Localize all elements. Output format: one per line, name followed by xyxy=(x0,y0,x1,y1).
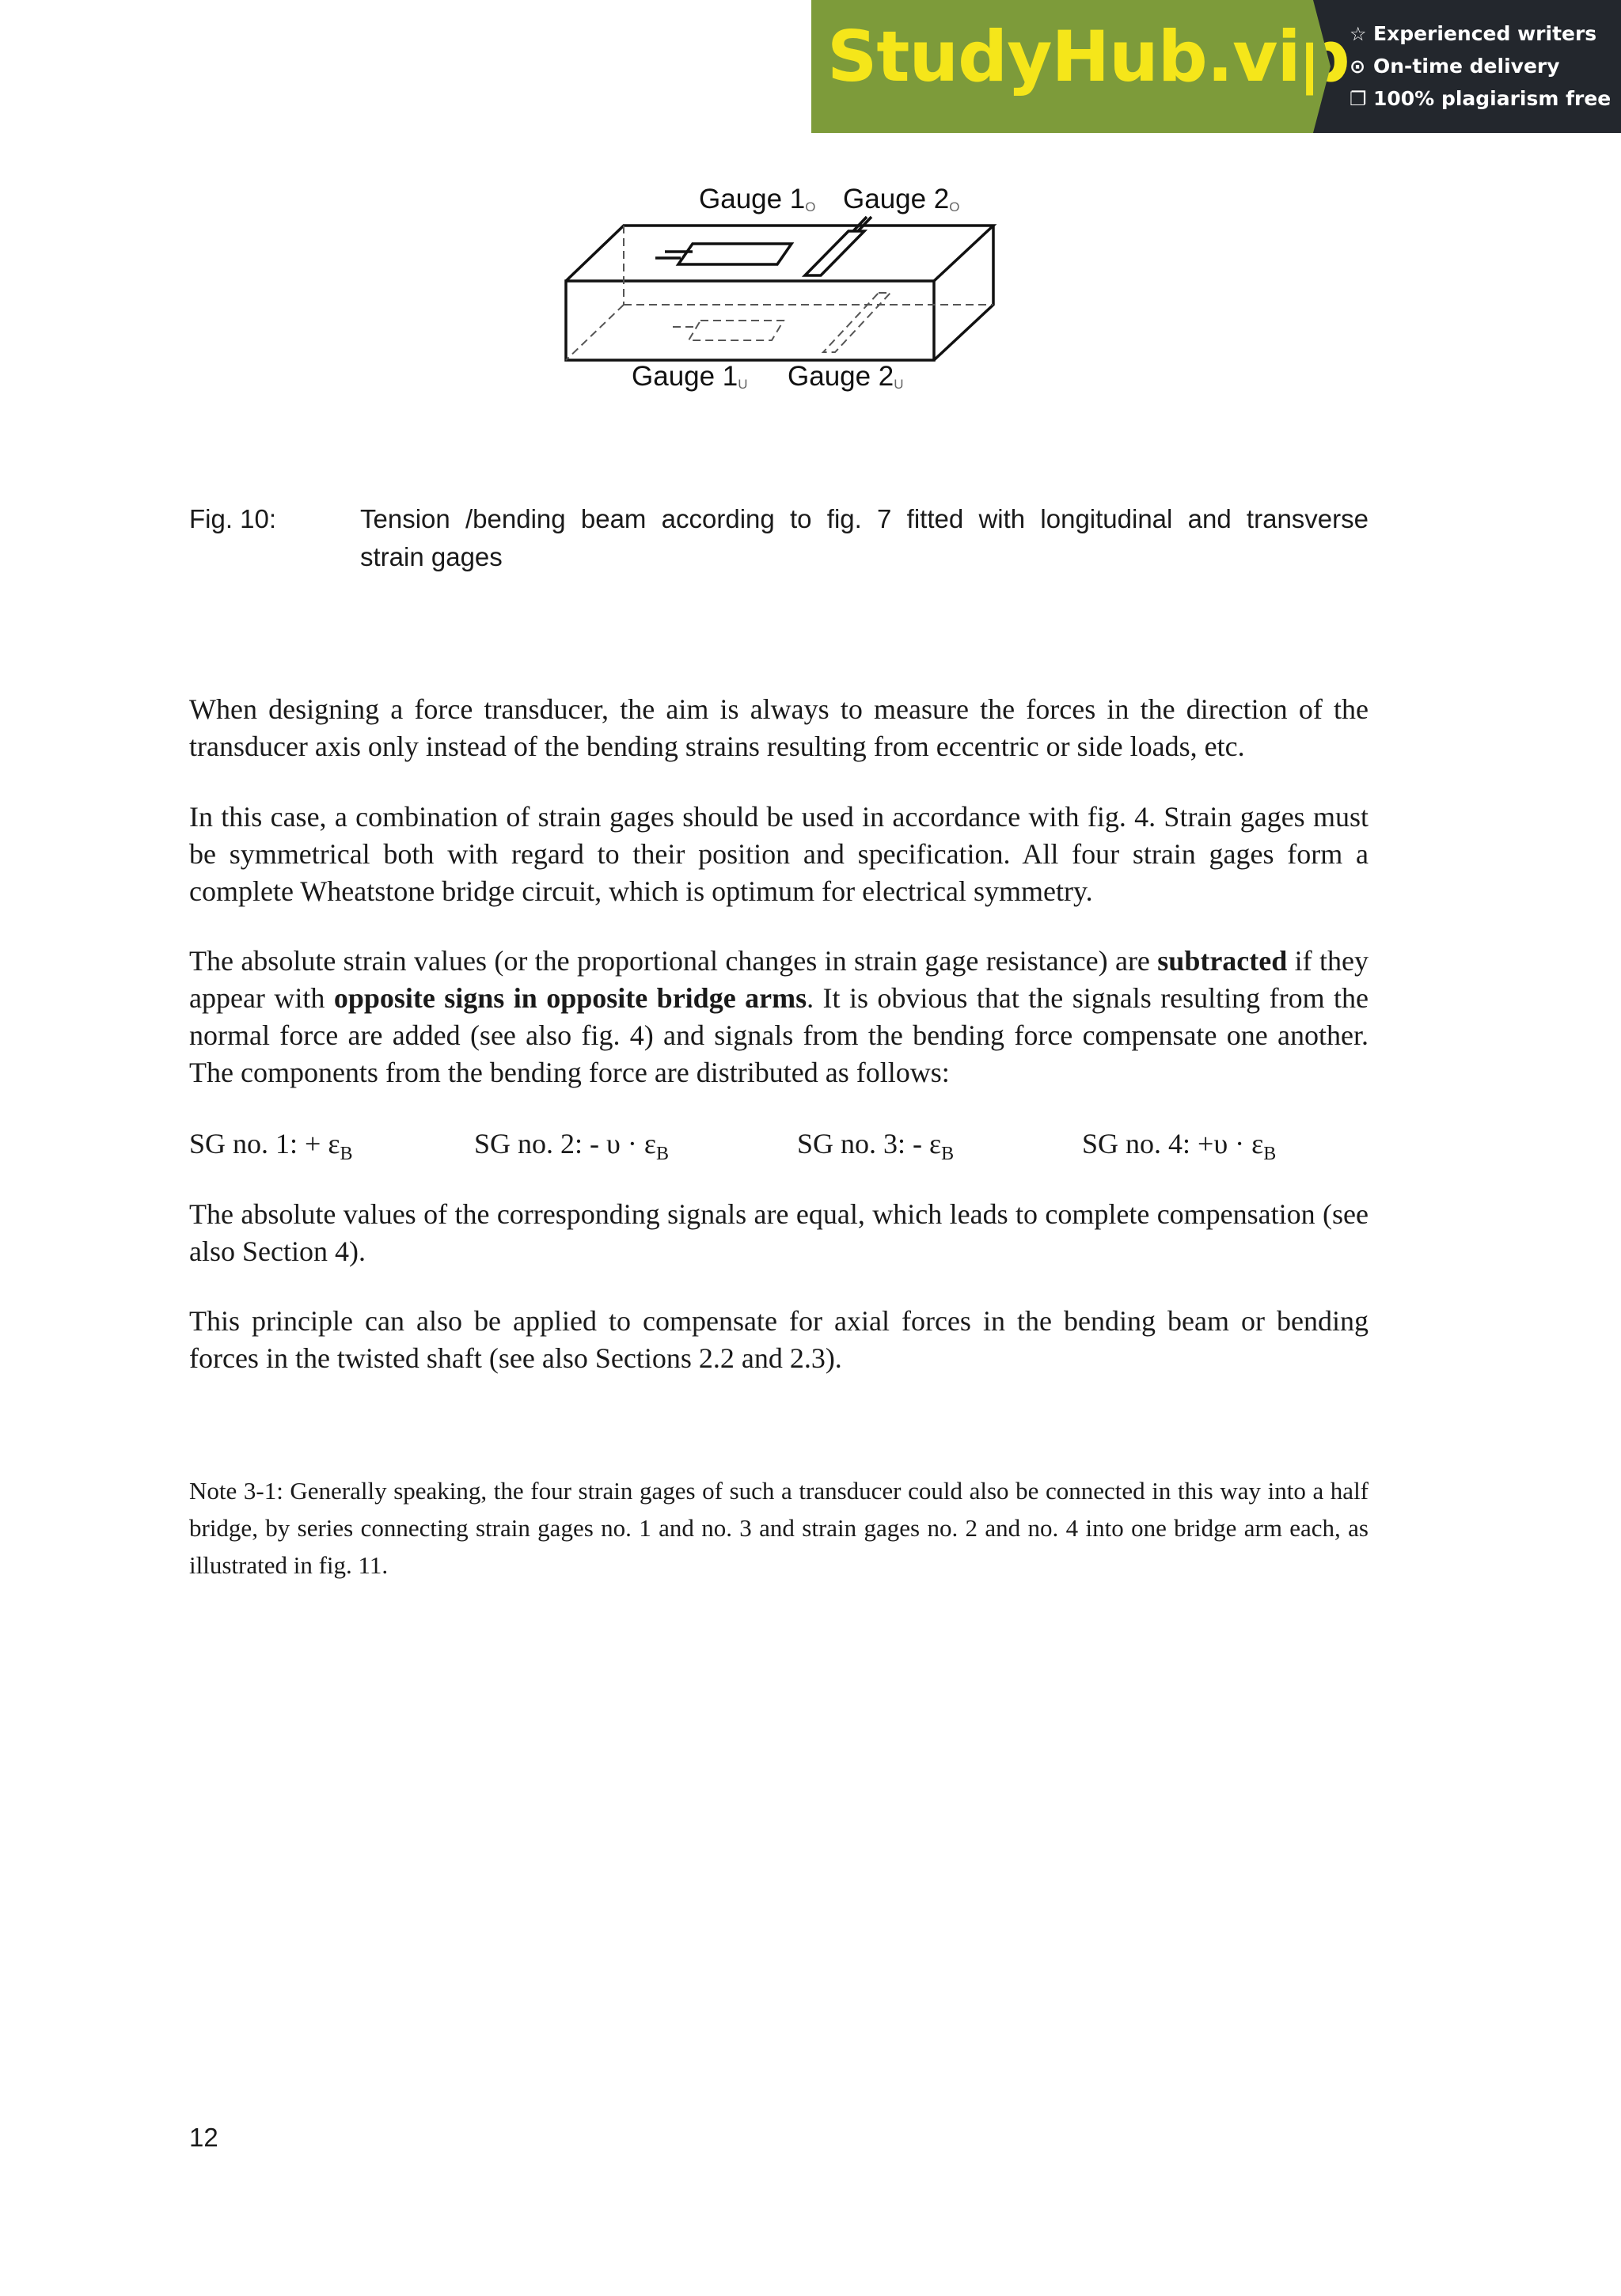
gauge1-bottom-label: Gauge $1_U$ xyxy=(632,361,748,392)
studyhub-logo: StudyHub.vip xyxy=(827,16,1350,97)
beam-diagram xyxy=(554,182,997,404)
caption-number: Fig. 10: xyxy=(189,504,277,533)
feature-label: Experienced writers xyxy=(1373,22,1597,45)
feature-plagiarism-free xyxy=(1350,82,1621,115)
gauge2-bottom-label: Gauge $2_U$ xyxy=(788,361,904,392)
paragraph-2: In this case, a combination of strain gages should be used in accordance with fig. 4. Strain gages must be symmetrical both with regard to their position and specification. All four strain gages form a complete Wheatstone bridge circuit, which is optimum for electrical symmetry. xyxy=(189,801,1369,907)
document-icon: ❐ xyxy=(1350,87,1367,110)
p3-bold-opposite-signs: opposite signs in opposite bridge arms xyxy=(333,982,807,1014)
p3-text-c: . It is obvious that the signals resulting from the normal force are added (see also fig. 4) and signals from the bending force compensate one another. The components from the bending force are distributed as follows: xyxy=(189,982,1369,1088)
paragraph-4: The absolute values of the corresponding signals are equal, which leads to complete compensation (see also Section 4). xyxy=(189,1198,1369,1267)
sg-3: SG no. 3: - $\varepsilon_B$ xyxy=(797,1128,955,1165)
feature-label: 100% plagiarism free xyxy=(1373,87,1612,110)
star-icon: ☆ xyxy=(1350,22,1367,45)
caption-text xyxy=(360,500,1369,576)
note-3-1: Note 3-1: Generally speaking, the four strain gages of such a transducer could also be connected in this way into a half bridge, by series connecting strain gages no. 1 and no. 3 and strain gages no. 2 and no. 4 into one bridge arm each, as illustrated in fig. 11. xyxy=(189,1477,1369,1579)
gauge2-top-label: Gauge $2_O$ xyxy=(843,184,960,214)
beam-figure xyxy=(554,182,997,404)
clock-icon: ⊙ xyxy=(1350,55,1366,78)
p3-text-a: The absolute strain values (or the proportional changes in strain gage resistance) are xyxy=(189,945,1158,977)
feature-experienced-writers xyxy=(1350,17,1621,50)
p3-text-b: if they appear with xyxy=(189,945,1369,1014)
caption-line-2: strain gages xyxy=(360,542,503,571)
sg-1: SG no. 1: + $\varepsilon_B$ xyxy=(189,1128,353,1165)
banner-features xyxy=(1313,0,1621,133)
page-number: 12 xyxy=(189,2123,218,2152)
paragraph-1: When designing a force transducer, the aim is always to measure the forces in the direction of the transducer axis only instead of the bending strains resulting from eccentric or side loads, etc. xyxy=(189,693,1369,762)
studyhub-banner[interactable] xyxy=(811,0,1621,133)
sg-4: SG no. 4: $+\upsilon \cdot \varepsilon_B$ xyxy=(1082,1128,1277,1165)
gauge1-top-label: Gauge $1_O$ xyxy=(699,184,816,214)
feature-label: On-time delivery xyxy=(1373,55,1560,78)
paragraph-3 xyxy=(189,943,1369,1091)
caption-line-1: Tension /bending beam according to fig. 7 fitted with longitudinal and transverse xyxy=(360,504,1369,533)
feature-on-time-delivery xyxy=(1350,50,1621,82)
sg-2: SG no. 2: - $\upsilon \cdot \varepsilon_B$ xyxy=(474,1128,669,1165)
p3-bold-subtracted: subtracted xyxy=(1157,945,1288,977)
banner-logo-panel xyxy=(811,0,1350,133)
paragraph-5: This principle can also be applied to compensate for axial forces in the bending beam or bending forces in the twisted shaft (see also Sections 2.2 and 2.3). xyxy=(189,1305,1369,1374)
